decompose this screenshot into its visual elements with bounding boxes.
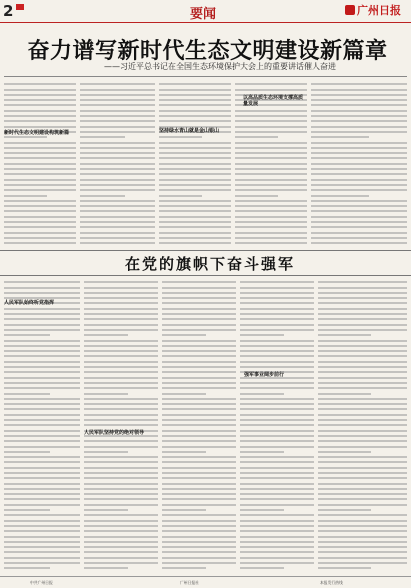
body-column <box>162 278 236 573</box>
flag-icon <box>16 4 24 10</box>
section-subhead: 人民军队坚持党的绝对领导 <box>84 430 145 436</box>
body-column <box>80 80 155 248</box>
logo-text: 广州日报 <box>357 4 401 17</box>
page-footer <box>0 576 411 588</box>
section-subhead: 强军事业阔步前行 <box>244 372 285 378</box>
section-subhead: 人民军队始终听党指挥 <box>4 300 55 306</box>
body-column <box>4 80 76 248</box>
newspaper-logo <box>345 2 407 16</box>
body-column <box>318 278 407 573</box>
article-headline: 奋力谱写新时代生态文明建设新篇章 <box>27 38 388 64</box>
section-title: 要闻 <box>190 7 217 22</box>
body-column <box>159 80 231 248</box>
page-header <box>0 0 411 23</box>
footer-left: 中共广州日报 <box>30 580 53 585</box>
section-subhead: 坚持绿水青山就是金山银山 <box>159 128 220 134</box>
article-subheadline: ——习近平总书记在全国生态环境保护大会上的重要讲话催人奋进 <box>104 62 336 71</box>
footer-right: 本报发行热线 <box>320 580 343 585</box>
article-headline: 在党的旗帜下奋斗强军 <box>124 255 295 273</box>
body-column <box>84 278 158 573</box>
body-column <box>311 80 407 248</box>
section-subhead: 以高品质生态环境支撑高质量发展 <box>243 95 304 107</box>
divider <box>4 76 407 77</box>
body-column <box>4 278 80 573</box>
footer-center: 广州日报社 <box>180 580 199 585</box>
section-subhead: 新时代生态文明建设构筑新篇 <box>4 130 70 136</box>
logo-mark-icon <box>345 5 355 15</box>
body-column <box>240 278 314 573</box>
page-number: 2 <box>3 2 14 20</box>
article-banner <box>0 250 411 276</box>
